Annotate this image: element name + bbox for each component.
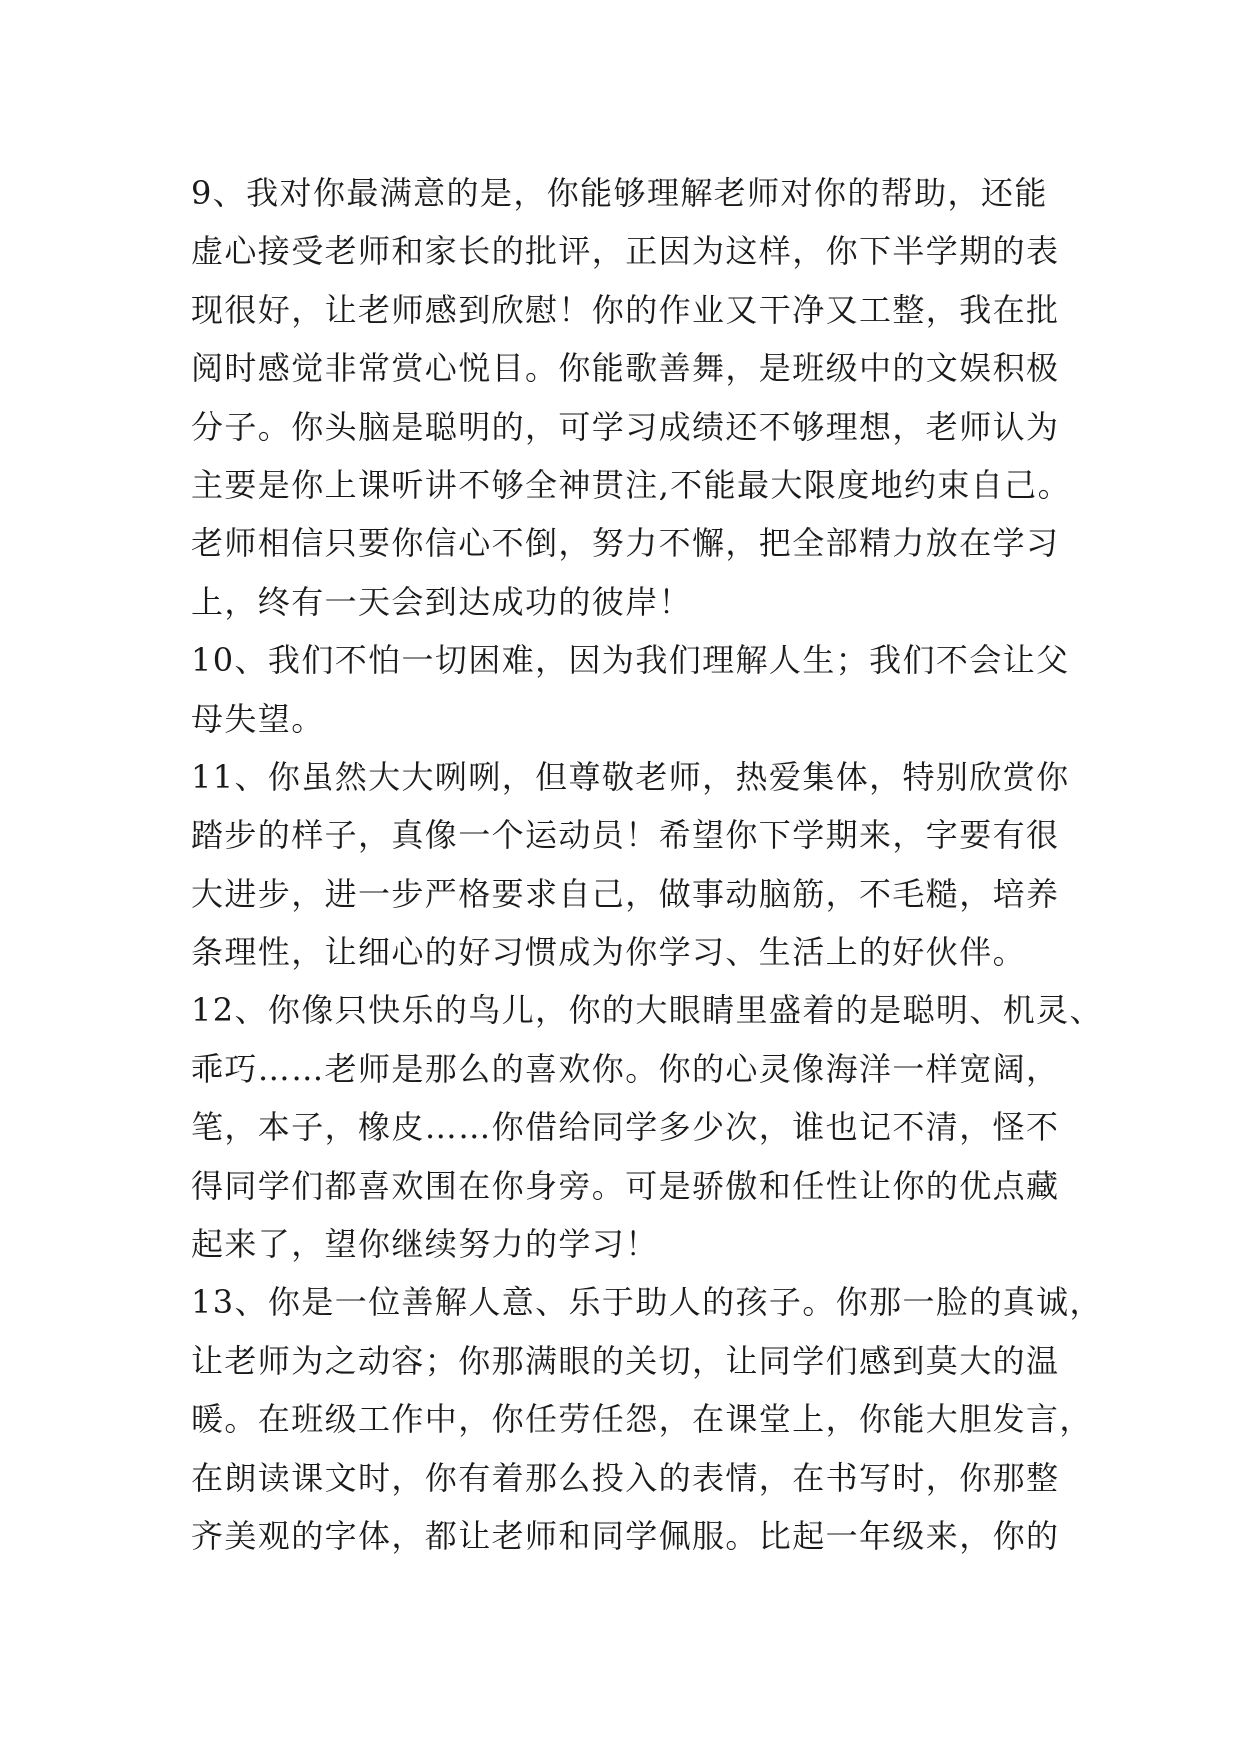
text-line: 让老师为之动容；你那满眼的关切，让同学们感到莫大的温 bbox=[191, 1341, 1060, 1380]
text-line: 主要是你上课听讲不够全神贯注,不能最大限度地约束自己。 bbox=[191, 465, 1071, 504]
text-line: 笔，本子，橡皮……你借给同学多少次，谁也记不清，怪不 bbox=[191, 1108, 1060, 1147]
text-line: 起来了，望你继续努力的学习！ bbox=[191, 1225, 659, 1264]
document-body-text bbox=[191, 164, 1103, 1565]
text-line: 10、我们不怕一切困难，因为我们理解人生；我们不会让父 bbox=[191, 641, 1070, 680]
text-line: 齐美观的字体，都让老师和同学佩服。比起一年级来，你的 bbox=[191, 1516, 1060, 1555]
text-line: 踏步的样子，真像一个运动员！希望你下学期来，字要有很 bbox=[191, 816, 1060, 855]
text-line: 现很好，让老师感到欣慰！你的作业又干净又工整，我在批 bbox=[191, 290, 1060, 329]
text-line: 暖。在班级工作中，你任劳任怨，在课堂上，你能大胆发言， bbox=[191, 1400, 1093, 1439]
text-line: 虚心接受老师和家长的批评，正因为这样，你下半学期的表 bbox=[191, 232, 1060, 271]
text-line: 得同学们都喜欢围在你身旁。可是骄傲和任性让你的优点藏 bbox=[191, 1166, 1060, 1205]
text-line: 上，终有一天会到达成功的彼岸！ bbox=[191, 582, 693, 621]
text-line: 母失望。 bbox=[191, 699, 325, 738]
text-line: 分子。你头脑是聪明的，可学习成绩还不够理想，老师认为 bbox=[191, 407, 1060, 446]
text-line: 条理性，让细心的好习惯成为你学习、生活上的好伙伴。 bbox=[191, 933, 1027, 972]
text-line: 11、你虽然大大咧咧，但尊敬老师，热爱集体，特别欣赏你 bbox=[191, 757, 1070, 796]
text-line: 13、你是一位善解人意、乐于助人的孩子。你那一脸的真诚， bbox=[191, 1283, 1103, 1322]
text-line: 大进步，进一步严格要求自己，做事动脑筋，不毛糙，培养 bbox=[191, 874, 1060, 913]
text-line: 9、我对你最满意的是，你能够理解老师对你的帮助，还能 bbox=[191, 174, 1048, 212]
text-line: 乖巧……老师是那么的喜欢你。你的心灵像海洋一样宽阔， bbox=[191, 1049, 1060, 1088]
text-line: 在朗读课文时，你有着那么投入的表情，在书写时，你那整 bbox=[191, 1458, 1060, 1497]
text-line: 12、你像只快乐的鸟儿，你的大眼睛里盛着的是聪明、机灵、 bbox=[191, 991, 1103, 1030]
text-line: 阅时感觉非常赏心悦目。你能歌善舞，是班级中的文娱积极 bbox=[191, 349, 1060, 388]
text-line: 老师相信只要你信心不倒，努力不懈，把全部精力放在学习 bbox=[191, 524, 1060, 563]
